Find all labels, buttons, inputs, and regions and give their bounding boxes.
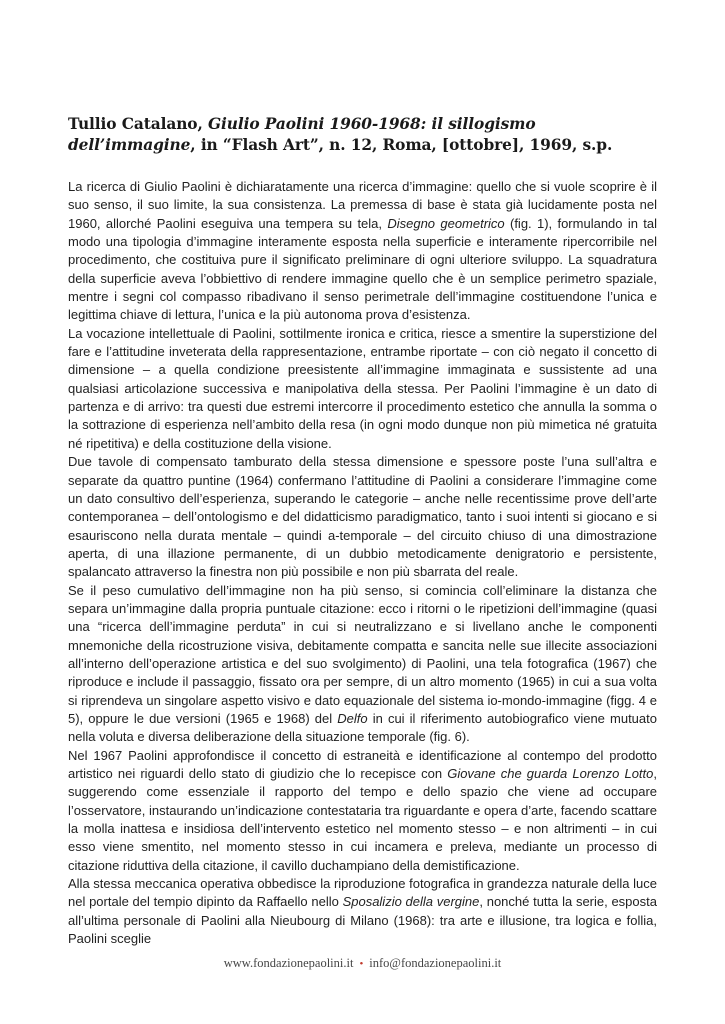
paragraph-text: in cui il riferimento autobiografico viene mutuato nella voluta e diversa deliberazione della situazione temporale (fig. 6). bbox=[68, 710, 657, 745]
heading-author: Tullio Catalano, bbox=[68, 115, 208, 133]
paragraph bbox=[68, 325, 657, 453]
paragraph-text: , nonché tutta la serie, esposta all’ultima personale di Paolini alla Nieubourg di Milano (1968): tra arte e illusione, tra logica e follia, Paolini sceglie bbox=[68, 894, 657, 947]
paragraph-text: (fig. 1), formulando in tal modo una tipologia d’immagine interamente esposta nella superficie e interamente ripercorribile nel procedimento, che costituiva pure il significato preliminare di ogni ulteriore sviluppo. La squadratura della superficie aveva l’obbiettivo di rendere immagine quello che è un semplice perimetro spaziale, mentre i segni col compasso ribadivano il senso perimetrale dell’immagine costituendone l’unica e legittima chiave di lettura, l’unica e la più autonoma prova d’esistenza. bbox=[68, 215, 657, 323]
page-footer bbox=[0, 956, 725, 971]
paragraph-text: Se il peso cumulativo dell’immagine non ha più senso, si comincia coll’eliminare la distanza che separa un’immagine dalla propria puntuale citazione: ecco i ritorni o le ripetizioni dell’immagine (quasi una “ricerca dell’immagine perduta” in cui si neutralizzano e si livellano anche le componenti mnemoniche della ricostruzione visiva, debitamente compatta e sancita nelle sue illecite associazioni all’interno dell’operazione artistica e del suo svolgimento) di Paolini, una tela fotografica (1967) che riproduce e include il passaggio, fissato ora per sempre, di un altro momento (1965) in cui a sua volta si riprendeva un singolare aspetto visivo e dato equazionale del sistema io-mondo-immagine (figg. 4 e 5), oppure le due versioni (1965 e 1968) del bbox=[68, 582, 657, 726]
footer-email-link[interactable]: info@fondazionepaolini.it bbox=[369, 956, 502, 970]
artwork-title: Giovane che guarda Lorenzo Lotto bbox=[447, 766, 654, 781]
paragraph bbox=[68, 178, 657, 325]
paragraph-text: Nel 1967 Paolini approfondisce il concetto di estraneità e identificazione al contempo del prodotto artistico nei riguardi dello stato di giudizio che lo recepisce con bbox=[68, 747, 657, 781]
paragraph-text: La ricerca di Giulio Paolini è dichiaratamente una ricerca d’immagine: quello che si vuole scoprire è il suo senso, il suo limite, la sua consistenza. La premessa di base è stata già lucidamente posta nel 1960, allorché Paolini eseguiva una tempera su tela, bbox=[68, 179, 657, 231]
paragraph bbox=[68, 453, 657, 581]
paragraph bbox=[68, 582, 657, 747]
paragraph bbox=[68, 875, 657, 948]
artwork-title: Sposalizio della vergine bbox=[342, 894, 480, 910]
artwork-title: Delfo bbox=[337, 710, 368, 726]
document-body bbox=[68, 178, 657, 948]
paragraph-text: La vocazione intellettuale di Paolini, sottilmente ironica e critica, riesce a smentire la superstizione del fare e l’attitudine inveterata della rappresentazione, entrambe riportate – con ciò negato il concetto di dimensione – a quella condizione preesistente all’immagine immaginata e sussistente ad una qualsiasi articolazione successiva e manipolativa della stessa. Per Paolini l’immagine è un dato di partenza e di arrivo: tra questi due estremi intercorre il procedimento estetico che annulla la somma o la sottrazione di esperienza nell’ambito della resa (in ogni modo dunque non più mimetica né gratuita né ripetitiva) e della costituzione della visione. bbox=[68, 325, 657, 451]
artwork-title: Disegno geometrico bbox=[387, 215, 505, 231]
heading-citation: , in “Flash Art”, n. 12, Roma, [ottobre], 1969, s.p. bbox=[190, 136, 613, 154]
paragraph-text: Due tavole di compensato tamburato della stessa dimensione e spessore poste l’una sull’altra e separate da quattro puntine (1964) confermano l’attitudine di Paolini a considerare l’immagine come un dato consultivo dell’esperienza, superando le categorie – anche nelle recentissime prove dell’arte contemporanea – dell’ontologismo e del didatticismo paradigmatico, tanto i suoi intenti si giocano e si esauriscono nella durata mentale – quindi a-temporale – del circuito chiuso di una dimostrazione aperta, di una illazione permanente, di un dubbio metodicamente denigratorio e persistente, spalancato attraverso la finestra non più possibile e non più sbarrata del reale. bbox=[68, 454, 657, 580]
footer-website-link[interactable]: www.fondazionepaolini.it bbox=[223, 956, 354, 970]
paragraph-text: , suggerendo come essenziale il rapporto del tempo e dello spazio che viene ad occupare l’osservatore, instaurando un’indicazione contestataria tra riguardante e opera d’arte, facendo scattare la molla inattesa e insidiosa dell’intervento estetico nel momento stesso – e non altrimenti – in cui esso viene smentito, nel momento stesso in cui incamera e preleva, mediante un processo di citazione riduttiva della citazione, il cavillo duchampiano della demistificazione. bbox=[68, 766, 658, 873]
heading-title: Giulio Paolini 1960-1968: il sillogismo dell’immagine bbox=[68, 115, 536, 154]
paragraph-text: Alla stessa meccanica operativa obbedisce la riproduzione fotografica in grandezza naturale della luce nel portale del tempio dipinto da Raffaello nello bbox=[68, 876, 657, 910]
footer-separator: • bbox=[359, 958, 364, 970]
document-heading bbox=[68, 114, 660, 156]
paragraph bbox=[68, 747, 657, 875]
